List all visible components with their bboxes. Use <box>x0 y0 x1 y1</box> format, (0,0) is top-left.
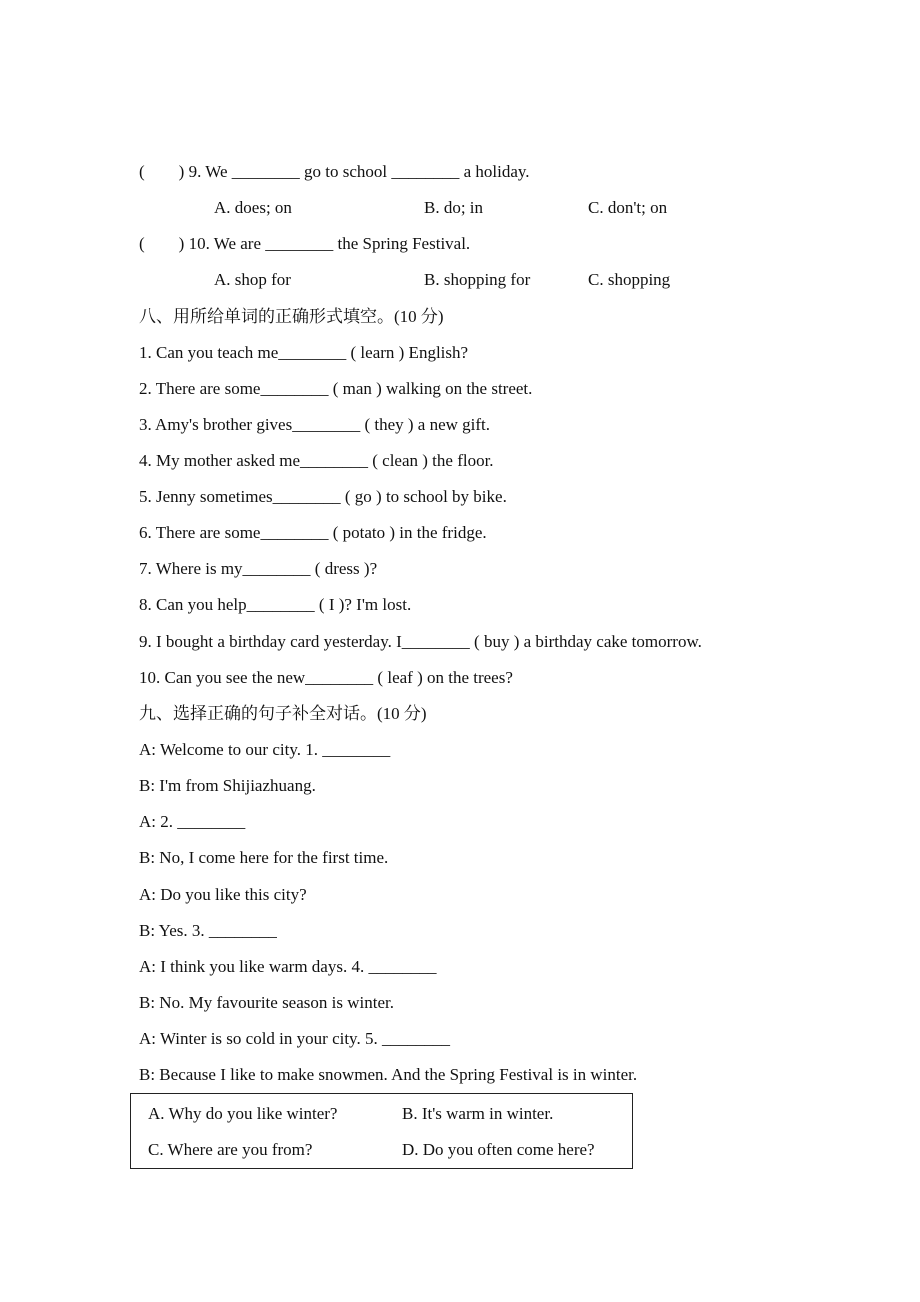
dialogue-line: A: Winter is so cold in your city. 5. ________ <box>139 1029 450 1048</box>
question-9-option-b: B. do; in <box>424 198 484 217</box>
question-10-stem: ( ) 10. We are ________ the Spring Festival. <box>139 234 471 253</box>
fill-item-4: 4. My mother asked me________ ( clean ) the floor. <box>139 451 494 470</box>
fill-item-7: 7. Where is my________ ( dress )? <box>139 559 378 578</box>
dialogue-line: B: Yes. 3. ________ <box>139 921 277 940</box>
question-10-option-c: C. shopping <box>588 270 671 289</box>
fill-item-10: 10. Can you see the new________ ( leaf ) on the trees? <box>139 668 513 687</box>
question-9-option-a: A. does; on <box>214 198 292 217</box>
section-8-heading: 八、用所给单词的正确形式填空。(10 分) <box>139 307 444 326</box>
question-10-option-a: A. shop for <box>214 270 291 289</box>
dialogue-line: B: I'm from Shijiazhuang. <box>139 776 316 795</box>
choice-c: C. Where are you from? <box>148 1140 313 1159</box>
dialogue-line: A: Welcome to our city. 1. ________ <box>139 740 391 759</box>
choice-d: D. Do you often come here? <box>402 1140 595 1159</box>
question-10-option-b: B. shopping for <box>424 270 531 289</box>
fill-item-3: 3. Amy's brother gives________ ( they ) a new gift. <box>139 415 491 434</box>
fill-item-9: 9. I bought a birthday card yesterday. I________ ( buy ) a birthday cake tomorrow. <box>139 632 702 651</box>
choice-b: B. It's warm in winter. <box>402 1104 554 1123</box>
fill-item-6: 6. There are some________ ( potato ) in the fridge. <box>139 523 487 542</box>
dialogue-line: A: I think you like warm days. 4. ________ <box>139 957 437 976</box>
dialogue-line: B: No. My favourite season is winter. <box>139 993 394 1012</box>
dialogue-line: A: Do you like this city? <box>139 885 307 904</box>
fill-item-2: 2. There are some________ ( man ) walking on the street. <box>139 379 533 398</box>
fill-item-1: 1. Can you teach me________ ( learn ) English? <box>139 343 469 362</box>
fill-item-8: 8. Can you help________ ( I )? I'm lost. <box>139 595 412 614</box>
choice-a: A. Why do you like winter? <box>148 1104 338 1123</box>
fill-item-5: 5. Jenny sometimes________ ( go ) to school by bike. <box>139 487 507 506</box>
dialogue-line: A: 2. ________ <box>139 812 246 831</box>
question-9-option-c: C. don't; on <box>588 198 668 217</box>
dialogue-line: B: Because I like to make snowmen. And the Spring Festival is in winter. <box>139 1065 638 1084</box>
section-9-heading: 九、选择正确的句子补全对话。(10 分) <box>139 704 427 723</box>
question-9-stem: ( ) 9. We ________ go to school ________ a holiday. <box>139 162 530 181</box>
dialogue-line: B: No, I come here for the first time. <box>139 848 389 867</box>
